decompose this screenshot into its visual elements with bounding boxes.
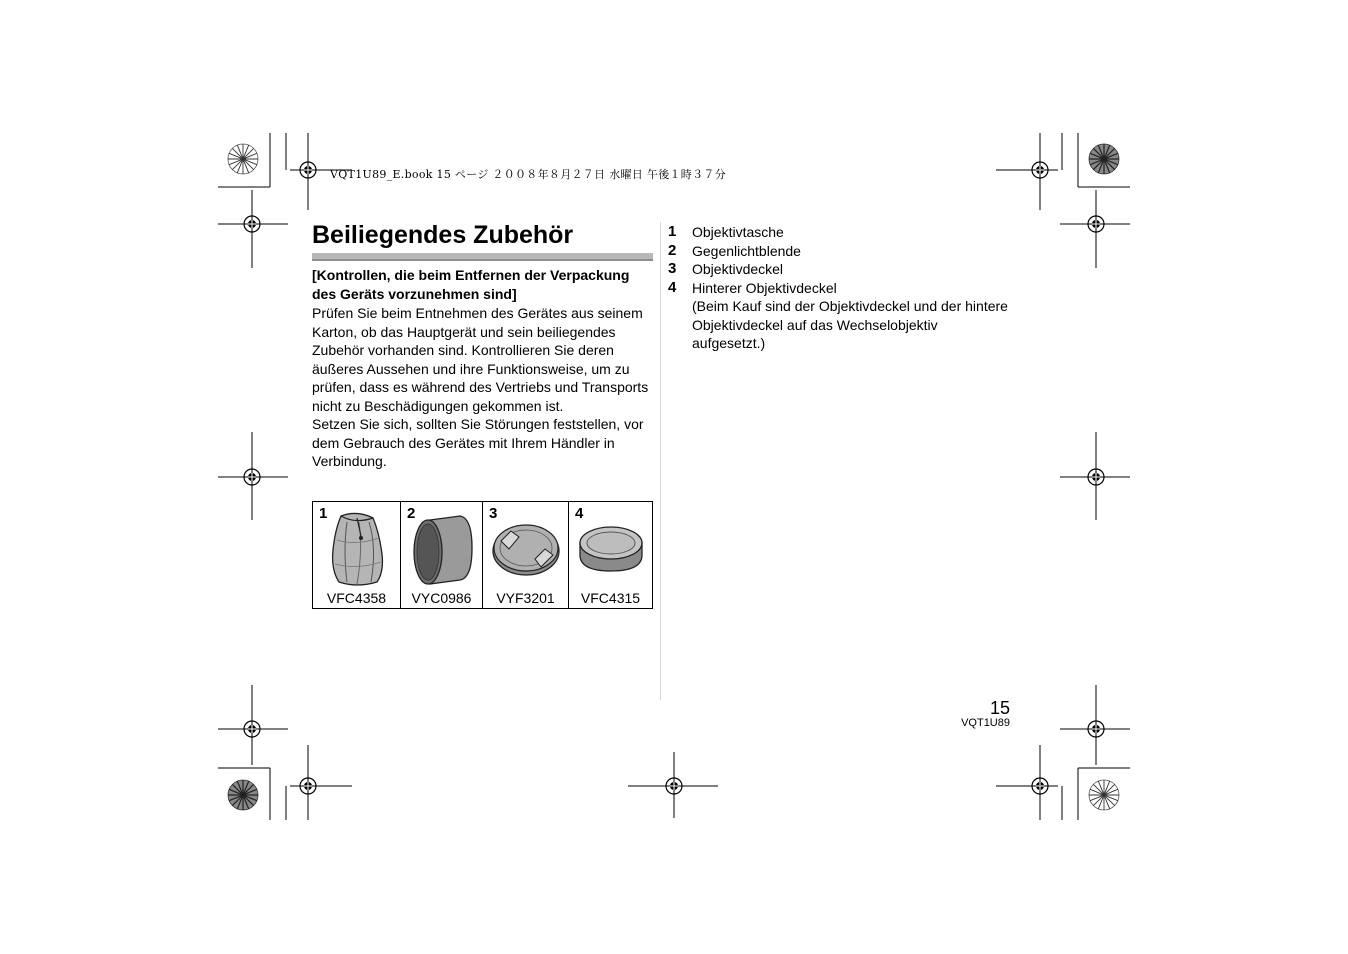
list-item [668, 279, 1013, 353]
paragraph-contact-dealer: Setzen Sie sich, sollten Sie Störungen feststellen, vor dem Gebrauch des Gerätes mit Ihrem Händler in Verbindung. [312, 416, 644, 469]
parts-list [668, 223, 1013, 353]
accessory-number: 3 [489, 505, 498, 522]
accessory-code: VYC0986 [411, 590, 472, 606]
part-note: (Beim Kauf sind der Objektivdeckel und der hintere Objektivdeckel auf das Wechselobjektiv aufgesetzt.) [692, 298, 1008, 351]
check-heading: [Kontrollen, die beim Entfernen der Verpackung des Geräts vorzunehmen sind] [312, 267, 630, 302]
accessories-table [312, 501, 653, 609]
rear-lens-cap-icon [578, 523, 644, 575]
part-label: Objektivtasche [692, 224, 784, 240]
lens-cap-icon [491, 519, 561, 579]
title-underline [312, 253, 653, 261]
accessory-number: 1 [319, 505, 328, 522]
model-code: VQT1U89 [961, 717, 1010, 729]
star-target-icon [228, 780, 258, 810]
page-number: 15 [989, 698, 1010, 718]
star-target-icon [1089, 780, 1119, 810]
accessory-cell-3 [483, 502, 569, 608]
star-target-icon [1089, 144, 1119, 174]
list-item [668, 260, 1013, 279]
column-divider [660, 222, 661, 700]
part-number: 2 [668, 241, 677, 259]
lens-hood-icon [410, 512, 474, 586]
part-label: Gegenlichtblende [692, 242, 801, 259]
paragraph-inspection: Prüfen Sie beim Entnehmen des Gerätes aus seinem Karton, ob das Hauptgerät und sein beiliegendes Zubehör vorhanden sind. Kontrollieren Sie deren äußeres Aussehen und ihre Funktionsweise, um zu prüfen, dass es während des Vertriebs und Transports nicht zu Beschädigungen gekommen ist. [312, 305, 649, 414]
accessory-cell-1 [313, 502, 401, 608]
part-label: Hinterer Objektivdeckel [692, 279, 837, 296]
part-label: Objektivdeckel [692, 261, 784, 277]
accessory-code: VFC4315 [580, 590, 641, 606]
list-item [668, 242, 1013, 261]
part-number: 4 [668, 278, 677, 296]
accessory-cell-2 [401, 502, 483, 608]
page-title: Beiliegendes Zubehör [312, 221, 574, 249]
accessory-cell-4 [569, 502, 652, 608]
lens-pouch-icon [327, 510, 387, 588]
part-number: 3 [668, 260, 677, 277]
star-target-icon [228, 144, 258, 174]
accessory-number: 2 [407, 505, 416, 522]
print-header: VQT1U89_E.book 15 ページ ２００８年８月２７日 水曜日 午後１時３７分 [330, 168, 727, 181]
part-number: 1 [668, 223, 677, 240]
accessory-code: VFC4358 [326, 590, 387, 606]
body-text [312, 304, 657, 471]
list-item [668, 223, 1013, 242]
accessory-code: VYF3201 [496, 590, 555, 606]
accessory-number: 4 [575, 505, 584, 522]
